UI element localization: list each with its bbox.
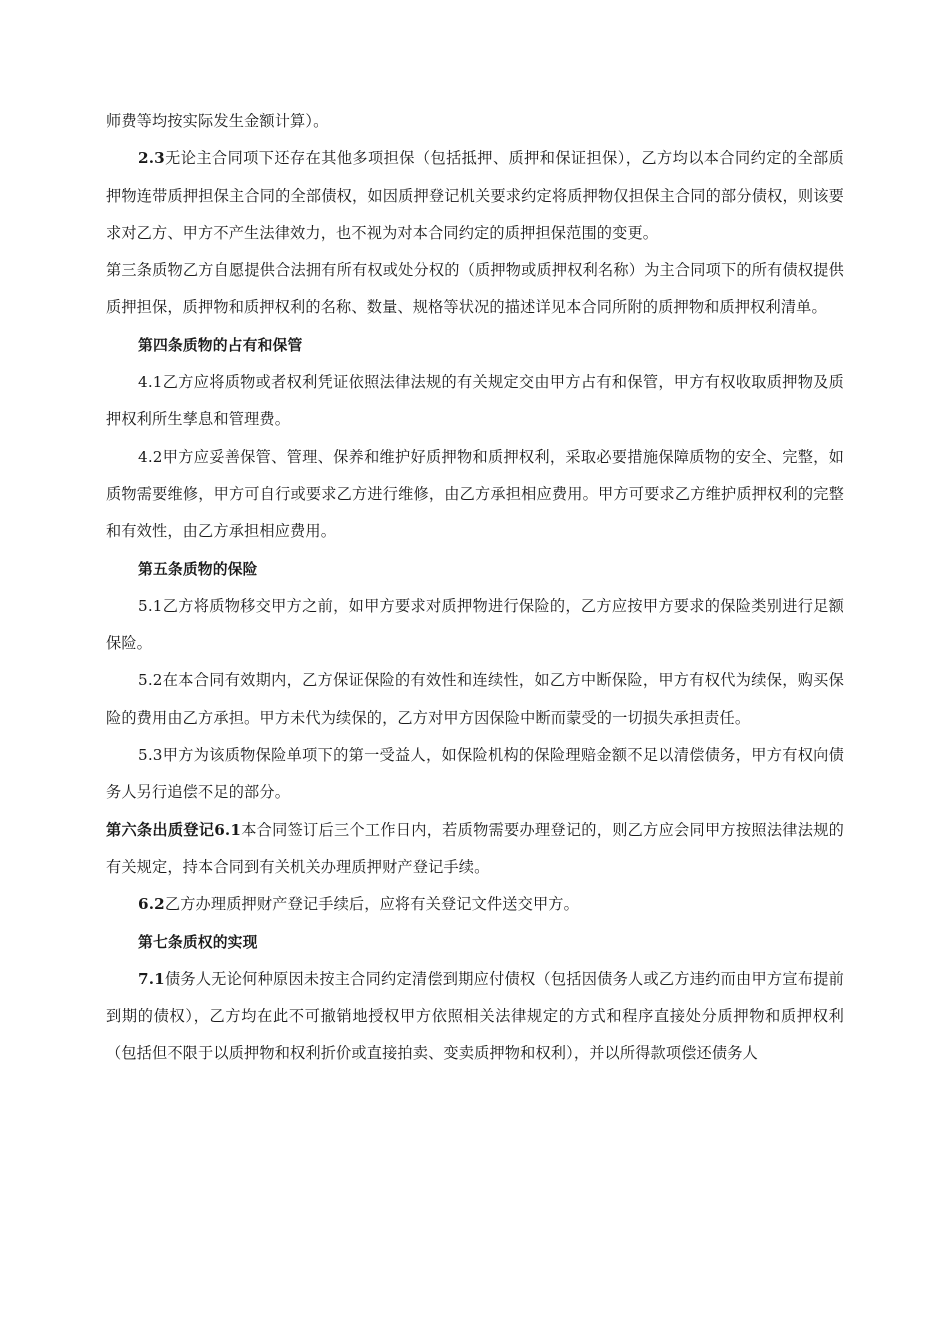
clause-5-1 <box>106 588 844 663</box>
paragraph-continuation <box>106 103 844 140</box>
article-6 <box>106 812 844 887</box>
clause-5-2 <box>106 662 844 737</box>
paragraph-text: 4.2甲方应妥善保管、管理、保养和维护好质押物和质押权利，采取必要措施保障质物的安全、完整，如质物需要维修，甲方可自行或要求乙方进行维修，由乙方承担相应费用。甲方可要求乙方维护质押权利的完整和有效性，由乙方承担相应费用。 <box>106 447 844 541</box>
clause-5-3 <box>106 737 844 812</box>
clause-number: 2.3 <box>138 149 165 168</box>
article-7-heading: 第七条质权的实现 <box>138 933 258 951</box>
clause-7-1 <box>106 961 844 1073</box>
clause-number: 7.1 <box>138 969 165 988</box>
clause-6-2 <box>106 886 844 923</box>
clause-number: 6.2 <box>138 895 165 914</box>
document-page <box>106 103 844 1073</box>
clause-number: 6.1 <box>214 820 242 839</box>
paragraph-text: 4.1乙方应将质物或者权利凭证依照法律法规的有关规定交由甲方占有和保管，甲方有权收取质押物及质押权利所生孳息和管理费。 <box>106 373 844 429</box>
article-6-heading: 第六条出质登记 <box>106 820 215 839</box>
clause-4-1 <box>106 364 844 439</box>
paragraph-text: 师费等均按实际发生金额计算）。 <box>106 112 329 130</box>
paragraph-text: 5.1乙方将质物移交甲方之前，如甲方要求对质押物进行保险的，乙方应按甲方要求的保险类别进行足额保险。 <box>106 596 844 653</box>
article-3 <box>106 252 844 327</box>
clause-2-3 <box>106 140 844 252</box>
paragraph-text: 5.2在本合同有效期内，乙方保证保险的有效性和连续性，如乙方中断保险，甲方有权代为续保，购买保险的费用由乙方承担。甲方未代为续保的，乙方对甲方因保险中断而蒙受的一切损失承担责任。 <box>106 671 844 727</box>
article-5-heading: 第五条质物的保险 <box>138 560 258 578</box>
paragraph-text: 乙方办理质押财产登记手续后，应将有关登记文件送交甲方。 <box>164 895 579 914</box>
clause-4-2 <box>106 439 844 551</box>
paragraph-text: 第三条质物乙方自愿提供合法拥有所有权或处分权的（质押物或质押权利名称）为主合同项下的所有债权提供质押担保，质押物和质押权利的名称、数量、规格等状况的描述详见本合同所附的质押物和质押权利清单。 <box>106 261 844 317</box>
paragraph-text: 5.3甲方为该质物保险单项下的第一受益人，如保险机构的保险理赔金额不足以清偿债务，甲方有权向债务人另行追偿不足的部分。 <box>106 746 844 802</box>
paragraph-text: 本合同签订后三个工作日内，若质物需要办理登记的，则乙方应会同甲方按照法律法规的有关规定，持本合同到有关机关办理质押财产登记手续。 <box>106 820 844 876</box>
article-4-heading: 第四条质物的占有和保管 <box>138 336 303 354</box>
paragraph-text: 债务人无论何种原因未按主合同约定清偿到期应付债权（包括因债务人或乙方违约而由甲方宣布提前到期的债权），乙方均在此不可撤销地授权甲方依照相关法律规定的方式和程序直接处分质押物和质押权利（包括但不限于以质押物和权利折价或直接拍卖、变卖质押物和权利），并以所得款项偿还债务人 <box>106 969 844 1063</box>
paragraph-text: 无论主合同项下还存在其他多项担保（包括抵押、质押和保证担保），乙方均以本合同约定的全部质押物连带质押担保主合同的全部债权，如因质押登记机关要求约定将质押物仅担保主合同的部分债权，则该要求对乙方、甲方不产生法律效力，也不视为对本合同约定的质押担保范围的变更。 <box>106 149 844 242</box>
